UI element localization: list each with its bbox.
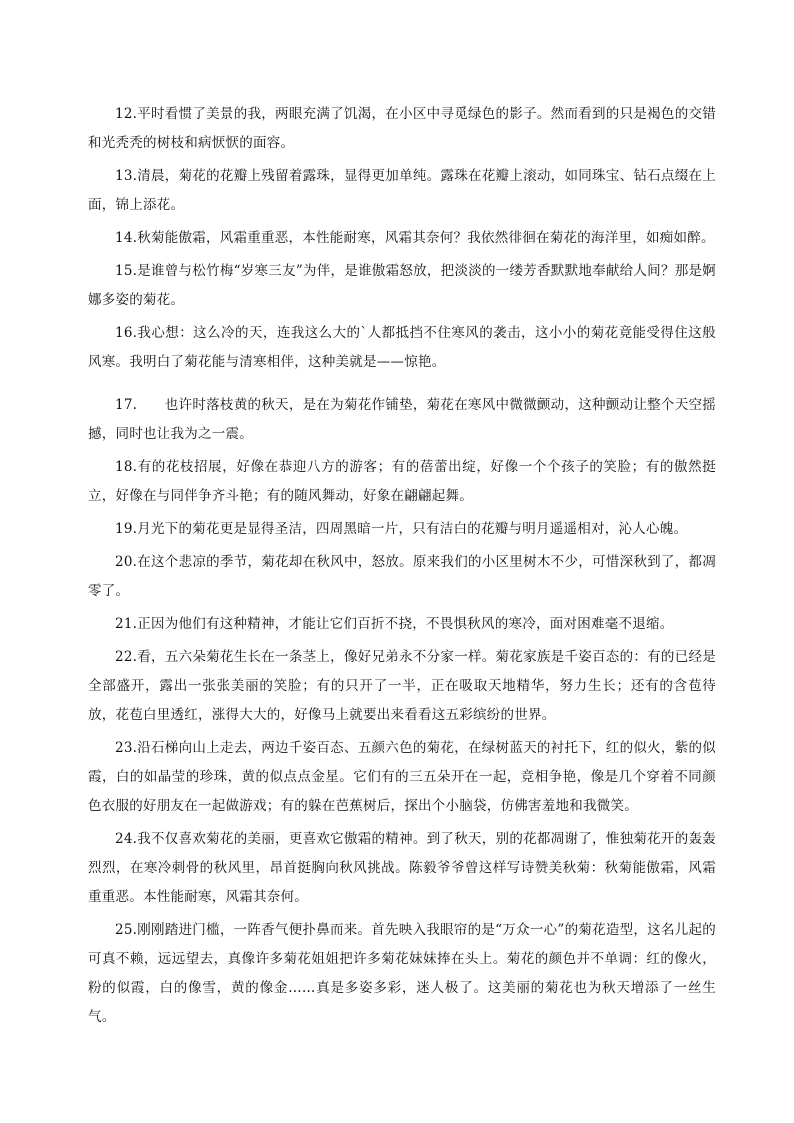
- paragraph-21: 21.正因为他们有这种精神，才能让它们百折不挠，不畏惧秋风的寒冷，面对困难毫不退缩。: [115, 616, 674, 632]
- paragraph-17: 17. 也许时落枝黄的秋天，是在为菊花作铺垫，菊花在寒风中微微颤动，这种颤动让整个天空摇撼，同时也让我为之一震。: [88, 397, 716, 442]
- paragraph-25: 25.刚刚踏进门槛，一阵香气便扑鼻而来。首先映入我眼帘的是“万众一心”的菊花造型，这名儿起的可真不赖，远远望去，真像许多菊花姐姐把许多菊花妹妹捧在头上。菊花的颜色并不单调：红的像火，粉的似霞，白的像雪，黄的像金……真是多姿多彩，迷人极了。这美丽的菊花也为秋天增添了一丝生气。: [88, 922, 716, 1025]
- paragraph-24: 24.我不仅喜欢菊花的美丽，更喜欢它傲霜的精神。到了秋天，别的花都凋谢了，惟独菊花开的轰轰烈烈，在寒冷刺骨的秋风里，昂首挺胸向秋风挑战。陈毅爷爷曾这样写诗赞美秋菊：秋菊能傲霜，风霜重重恶。本性能耐寒，风霜其奈何。: [88, 831, 716, 905]
- paragraph-23: 23.沿石梯向山上走去，两边千姿百态、五颜六色的菊花，在绿树蓝天的衬托下，红的似火，紫的似霞，白的如晶莹的珍珠，黄的似点点金星。它们有的三五朵开在一起，竞相争艳，像是几个穿着不同颜色衣服的好朋友在一起做游戏；有的躲在芭蕉树后，探出个小脑袋，仿佛害羞地和我微笑。: [88, 740, 716, 814]
- document-body: [88, 100, 716, 1036]
- paragraph-18: 18.有的花枝招展，好像在恭迎八方的游客；有的蓓蕾出绽，好像一个个孩子的笑脸；有的傲然挺立，好像在与同伴争齐斗艳；有的随风舞动，好象在翩翩起舞。: [88, 459, 716, 504]
- paragraph-19: 19.月光下的菊花更是显得圣洁，四周黑暗一片，只有洁白的花瓣与明月遥遥相对，沁人心魄。: [115, 521, 688, 537]
- paragraph-12: 12.平时看惯了美景的我，两眼充满了饥渴，在小区中寻觅绿色的影子。然而看到的只是褐色的交错和光秃秃的树枝和病恹恹的面容。: [88, 106, 716, 151]
- paragraph-16: 16.我心想：这么冷的天，连我这么大的`人都抵挡不住寒风的袭击，这小小的菊花竟能受得住这般风寒。我明白了菊花能与清寒相伴，这种美就是——惊艳。: [88, 325, 716, 370]
- paragraph-14: 14.秋菊能傲霜，风霜重重恶，本性能耐寒，风霜其奈何？我依然徘徊在菊花的海洋里，如痴如醉。: [115, 230, 715, 246]
- paragraph-15: 15.是谁曾与松竹梅“岁寒三友”为伴，是谁傲霜怒放，把淡淡的一缕芳香默默地奉献给人间？那是婀娜多姿的菊花。: [88, 263, 716, 308]
- paragraph-13: 13.清晨，菊花的花瓣上残留着露珠，显得更加单纯。露珠在花瓣上滚动，如同珠宝、钻石点缀在上面，锦上添花。: [88, 168, 716, 213]
- paragraph-20: 20.在这个悲凉的季节，菊花却在秋风中，怒放。原来我们的小区里树木不少，可惜深秋到了，都凋零了。: [88, 554, 716, 599]
- paragraph-22: 22.看，五六朵菊花生长在一条茎上，像好兄弟永不分家一样。菊花家族是千姿百态的：有的已经是全部盛开，露出一张张美丽的笑脸；有的只开了一半，正在吸取天地精华，努力生长；还有的含苞待放，花苞白里透红，涨得大大的，好像马上就要出来看看这五彩缤纷的世界。: [88, 649, 716, 723]
